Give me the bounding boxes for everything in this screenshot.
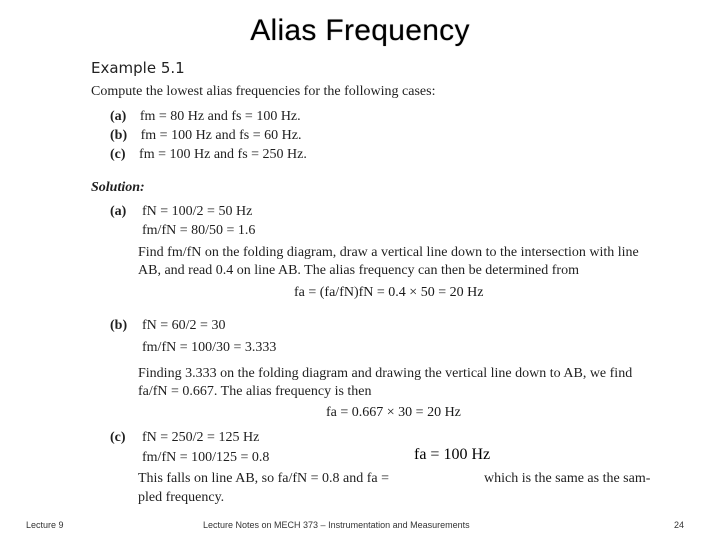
case-label: (c) (110, 147, 126, 162)
case-text: fm = 80 Hz and fs = 100 Hz. (139, 109, 301, 124)
answer-annotation: fa = 100 Hz (414, 446, 491, 463)
solution-c-line1: fN = 250/2 = 125 Hz (142, 430, 260, 445)
slide-title: Alias Frequency (250, 14, 470, 47)
solution-b-line1: fN = 60/2 = 30 (142, 318, 226, 333)
solution-b-para1: Finding 3.333 on the folding diagram and drawing the vertical line down to AB, we find (138, 366, 633, 381)
solution-b-label: (b) (110, 318, 128, 333)
case-label: (a) (110, 109, 127, 124)
example-heading: Example 5.1 (91, 59, 185, 77)
overlay-patch (430, 470, 480, 492)
solution-a-line1: fN = 100/2 = 50 Hz (142, 204, 253, 219)
solution-a-equation: fa = (fa/fN)fN = 0.4 × 50 = 20 Hz (294, 285, 484, 300)
solution-b-equation: fa = 0.667 × 30 = 20 Hz (326, 405, 461, 420)
case-text: fm = 100 Hz and fs = 60 Hz. (140, 128, 302, 143)
solution-c-label: (c) (110, 430, 126, 445)
solution-a-line2: fm/fN = 80/50 = 1.6 (142, 223, 256, 238)
solution-c-line2: fm/fN = 100/125 = 0.8 (142, 450, 270, 465)
footer-lecture: Lecture 9 (26, 520, 64, 530)
footer-page-number: 24 (674, 520, 685, 530)
solution-heading: Solution: (91, 180, 145, 195)
case-c (110, 147, 307, 163)
case-text: fm = 100 Hz and fs = 250 Hz. (139, 147, 307, 162)
solution-b-para2: fa/fN = 0.667. The alias frequency is then (138, 384, 372, 399)
case-a (110, 109, 301, 125)
case-label: (b) (110, 128, 128, 143)
solution-a-para2: AB, and read 0.4 on line AB. The alias frequency can then be determined from (138, 263, 579, 278)
solution-c-para1b: which is the same as the sam- (484, 471, 651, 486)
solution-a-label: (a) (110, 204, 127, 219)
problem-intro: Compute the lowest alias frequencies for the following cases: (91, 84, 436, 99)
solution-a-para1: Find fm/fN on the folding diagram, draw a vertical line down to the intersection with line (138, 245, 639, 260)
footer-course: Lecture Notes on MECH 373 – Instrumentation and Measurements (203, 520, 470, 530)
solution-b-line2: fm/fN = 100/30 = 3.333 (142, 340, 277, 355)
case-b (110, 128, 301, 144)
solution-c-para2: pled frequency. (138, 490, 225, 505)
solution-c-para1a: This falls on line AB, so fa/fN = 0.8 and fa = (138, 471, 390, 486)
